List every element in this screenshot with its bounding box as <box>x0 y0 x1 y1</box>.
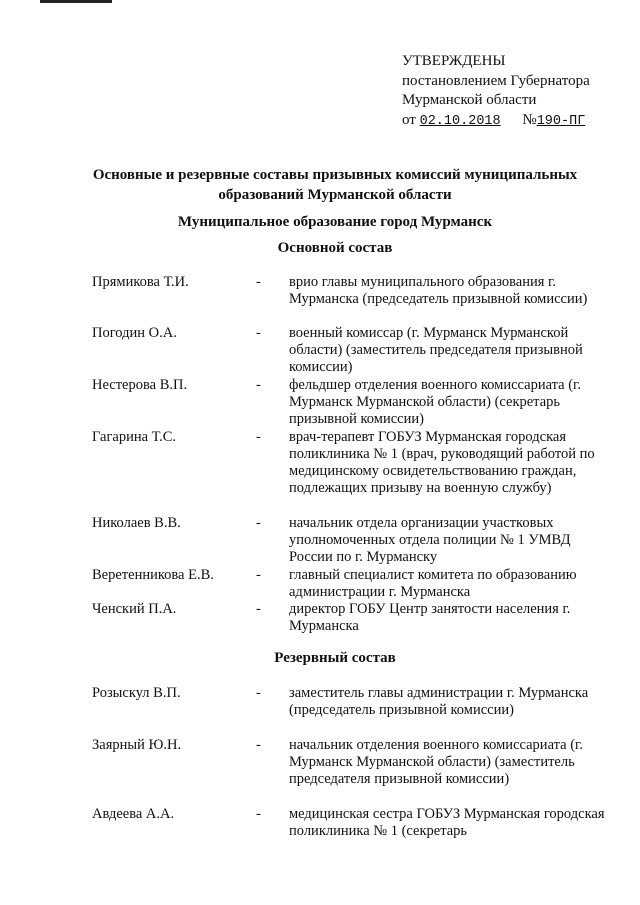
member-dash: - <box>256 377 261 393</box>
member-name: Авдеева А.А. <box>92 806 175 822</box>
scan-edge-mark <box>40 0 112 3</box>
approval-date: 02.10.2018 <box>419 113 501 129</box>
approval-block <box>402 52 632 131</box>
member-dash: - <box>256 737 261 753</box>
member-dash: - <box>256 601 261 617</box>
member-role: заместитель главы администрации г. Мурманска (председатель призывной комиссии) <box>289 685 589 718</box>
member-name: Заярный Ю.Н. <box>92 737 182 753</box>
member-dash: - <box>256 567 261 583</box>
document-title: Основные и резервные составы призывных комиссий муниципальных образований Мурманской области <box>92 167 578 203</box>
member-dash: - <box>256 325 261 341</box>
member-dash: - <box>256 274 261 290</box>
member-role: фельдшер отделения военного комиссариата (г. Мурманск Мурманской области) (секретарь призывной комиссии) <box>289 377 581 427</box>
approval-title: УТВЕРЖДЕНЫ <box>402 53 506 69</box>
member-role: начальник отделения военного комиссариата (г. Мурманск Мурманской области) (заместитель председателя призывной комиссии) <box>289 737 583 787</box>
member-dash: - <box>256 429 261 445</box>
member-role: начальник отдела организации участковых уполномоченных отдела полиции № 1 УМВД России по г. Мурманску <box>289 515 571 565</box>
member-name: Погодин О.А. <box>92 325 177 341</box>
main-composition-heading: Основной состав <box>277 240 393 256</box>
date-prefix: от <box>402 111 416 128</box>
member-name: Прямикова Т.И. <box>92 274 189 290</box>
member-dash: - <box>256 685 261 701</box>
member-name: Ченский П.А. <box>92 601 177 617</box>
member-dash: - <box>256 806 261 822</box>
approval-region-line: Мурманской области <box>402 92 537 108</box>
member-role: военный комиссар (г. Мурманск Мурманской области) (заместитель председателя призывной комиссии) <box>289 325 583 375</box>
approval-resolution-line: постановлением Губернатора <box>402 72 590 89</box>
member-name: Розыскул В.П. <box>92 685 181 701</box>
member-role: медицинская сестра ГОБУЗ Мурманская городская поликлиника № 1 (секретарь <box>289 806 605 839</box>
member-dash: - <box>256 515 261 531</box>
reserve-composition-heading: Резервный состав <box>274 650 396 666</box>
member-name: Нестерова В.П. <box>92 377 188 393</box>
approval-number: 190-ПГ <box>536 113 586 129</box>
approval-date-line <box>402 111 632 132</box>
number-label: № <box>522 111 537 128</box>
member-name: Николаев В.В. <box>92 515 181 531</box>
municipality-title: Муниципальное образование город Мурманск <box>177 214 493 230</box>
member-role: врио главы муниципального образования г. Мурманска (председатель призывной комиссии) <box>289 274 588 307</box>
member-name: Веретенникова Е.В. <box>92 567 214 583</box>
member-role: главный специалист комитета по образованию администрации г. Мурманска <box>289 567 577 600</box>
member-role: врач-терапевт ГОБУЗ Мурманская городская поликлиника № 1 (врач, руководящий работой по медицинскому освидетельствованию граждан, подлежащих призыву на военную службу) <box>289 429 595 496</box>
member-name: Гагарина Т.С. <box>92 429 176 445</box>
member-role: директор ГОБУ Центр занятости населения г. Мурманска <box>289 601 571 634</box>
